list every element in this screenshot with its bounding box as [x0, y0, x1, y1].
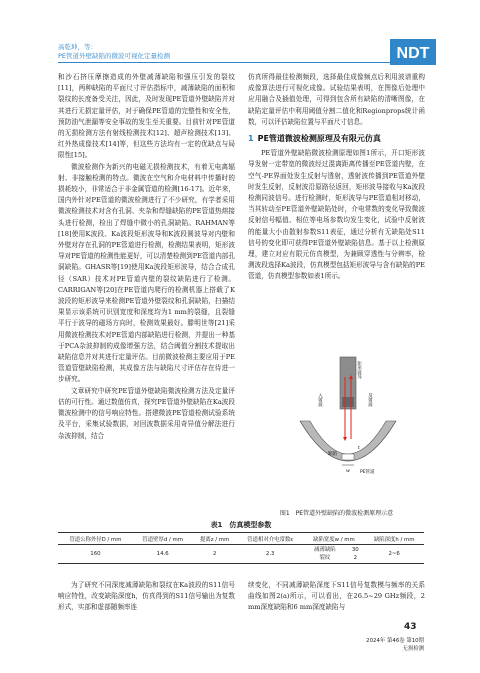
bottom-right-column	[248, 580, 425, 614]
table-cell-wall: 14.6	[133, 545, 193, 564]
table-header-cell: 管道公称外径D / mm	[58, 533, 133, 545]
thickness-label: t	[358, 446, 360, 451]
defect-width-thinning: 30	[351, 547, 359, 553]
body-paragraph: 和沙石挤压摩擦造成的外壁减薄缺陷和强压引发的裂纹[11]，两种缺陷的平面尺寸评估指标中，减薄缺陷的面积和裂纹的长度备受关注，因此，及时发现PE管道外壁缺陷并对其进行无损定量评估，对于确保PE管道的完整性和安全性，预防油气泄漏等安全事故的发生至关重要。目前针对PE管道的无损检测方法有射线检测技术[12]、超声检测技术[13]、红外热成像技术[14]等，但这些方法均有一定的优缺点与局限性[15]。	[58, 73, 235, 160]
body-paragraph: 微波检测作为新兴的电磁无损检测技术，有着无电离辐射、非接触检测的特点。微波在空气和介电材料中传播时的损耗较小，非常适合于非金属管道的检测[16-17]。近年来，国内外针对PE管道的微波检测进行了不少研究，有学者采用微波检测技术对含有孔洞、夹杂和焊缝缺陷的PE管道热熔接头进行检测，检出了焊缝中微小的孔洞缺陷。RAHMAN等[18]使用K波段、Ka波段矩形波导和K波段圆波导对内壁和外壁对存在孔洞的PE管道进行检测，检测结果表明，矩形波导对PE管道的检测性能更好，可以清楚检测到PE管道内部孔洞缺陷。GHASR等[19]使用Ka波段矩形波导，结合合成孔径（SAR）技术对PE管道内壁的裂纹缺陷进行了检测。CARRIGAN等[20]在PE管道内爬行的检测机器上搭载了K波段的矩形波导来检测PE管道外壁裂纹和孔洞缺陷，扫描结果显示该系统可识别宽度和深度均为1 mm的裂缝，且裂缝平行于波导的磁场方向时，检测效果最好。滕明世等[21]采用微波检测技术对PE管道内部缺陷进行检测，并提出一种基于PCA杂波抑制的成像增强方法，结合阈值分割技术提取出缺陷信息并对其进行定量评估。目前微波检测主要应用于PE管道管壁缺陷检测，其成像方法与缺陷尺寸评估存在待进一步研究。	[58, 162, 235, 384]
body-paragraph: 文章研究中研究PE管道外壁缺陷微波检测方法及定量评估的可行性。通过数值仿真，探究PE管道外壁缺陷在Ka波段微波检测中的信号响应特性。搭建微波PE管道检测试验系统及平台，采集试验数据，对回波数据采用奇异值分解法进行杂波抑制，结合	[58, 386, 235, 440]
header-article-title: PE管道外壁缺陷的微波可视化定量检测	[58, 52, 171, 60]
journal-issue: 2024年 第46卷 第10期	[366, 638, 424, 644]
page-number: 43	[404, 622, 417, 632]
table-header-cell: 管道相对介电常数ε	[237, 533, 304, 545]
waveguide-aperture	[342, 397, 354, 407]
incident-arrow-icon	[343, 437, 347, 441]
table-cell-permittivity: 2.3	[237, 545, 304, 564]
defect-shape	[342, 454, 354, 460]
body-paragraph: 续变化，不同减薄缺陷深度下S11信号复数模与频率的关系曲线如图2(a)所示，可以看出，在26.5~29 GHz频段，2 mm深度缺陷和6 mm深度缺陷与	[248, 581, 425, 612]
body-paragraph: 仿真所得最佳检测频段，选择最佳成像频点后利用波谱重构成像算法进行可视化成像。试验结果表明，在图像后处理中应用融合及插值处理，可得到包含所有缺陷的清晰图像，在缺陷定量评估中利用阈值分割二值化和Regionprops统计函数，可以评估缺陷位置与平面尺寸信息。	[248, 73, 425, 126]
reflected-label: 反射波	[367, 393, 373, 407]
bottom-left-column	[58, 580, 235, 614]
pipe-label: PE管道	[360, 470, 375, 475]
page-header	[0, 0, 480, 66]
parameters-table	[58, 532, 424, 564]
table-cell-liftoff: 2	[192, 545, 236, 564]
figure-1-diagram	[298, 351, 398, 507]
table-header-cell: 缺陷宽度w / mm	[304, 533, 365, 545]
left-column	[58, 72, 235, 442]
table-header-cell: 提离z / mm	[192, 533, 236, 545]
header-authors: 高乾坤，等：	[58, 43, 97, 51]
defect-label: 缺陷	[328, 452, 337, 457]
journal-name: 无损检测	[402, 646, 424, 652]
figure-1-caption: 图1 PE管道外壁缺陷的微波检测原理示意	[279, 510, 394, 517]
svg-text:NDT: NDT	[396, 45, 430, 62]
waveguide-label: 矩形波导	[356, 361, 362, 379]
right-column	[248, 72, 425, 283]
table-cell-defect-width	[346, 545, 364, 564]
table-header-cell: 管道壁厚d / mm	[133, 533, 193, 545]
table-header-row	[58, 533, 424, 545]
header-rule	[58, 62, 434, 63]
defect-width-crack: 2	[353, 555, 358, 561]
table-row	[58, 545, 424, 564]
table-cell-diameter: 160	[58, 545, 133, 564]
table-header-cell: 缺陷深度h / mm	[364, 533, 424, 545]
table-cell-defect-type	[304, 545, 347, 564]
incident-label: 入射波	[317, 393, 323, 407]
table-1-title: 表1 仿真模型参数	[210, 521, 272, 529]
section-title: PE管道微波检测原理及有限元仿真	[257, 134, 381, 144]
defect-type-thinning: 减薄缺陷	[314, 547, 336, 553]
defect-type-crack: 裂纹	[319, 555, 331, 561]
section-heading	[248, 133, 425, 144]
ndt-logo-icon	[390, 39, 436, 65]
section-number: 1	[248, 134, 254, 144]
table-cell-depth: 2~6	[364, 545, 424, 564]
width-label: w	[346, 469, 350, 474]
body-paragraph: 为了研究不同深度减薄缺陷和裂纹在Ka波段的S11信号响应特性，改变缺陷深度h，仿真得到的S11信号输出为复数形式，实部和虚部随频率连	[58, 581, 235, 612]
body-paragraph: PE管道外壁缺陷微波检测原理如图1所示，开口矩形波导发射一定带宽的微波经过混离距离传播至PE管道内壁，在空气-PE界面处发生反射与透射，透射波传播到PE管道外壁时发生反射，反射波沿原路径返回，矩形波导接收与Ka波段检测同波信号。进行检测时，矩形波导与PE管道相对移动，当其转动至PE管道外壁缺陷处时，介电常数的变化导致微波反射信号幅值、相位等电场参数均发生变化，试验中反射波的能量大小由散射参数S11表征，通过分析有无缺陷处S11信号的变化即可获得PE管道外壁缺陷信息。基于以上检测原理，建立对应有限元仿真模型，为兼顾穿透性与分辨率，检测波段选择Ka波段，仿真模型包括矩形波导与含有缺陷的PE管道，仿真模型参数如表1所示。	[248, 149, 425, 281]
